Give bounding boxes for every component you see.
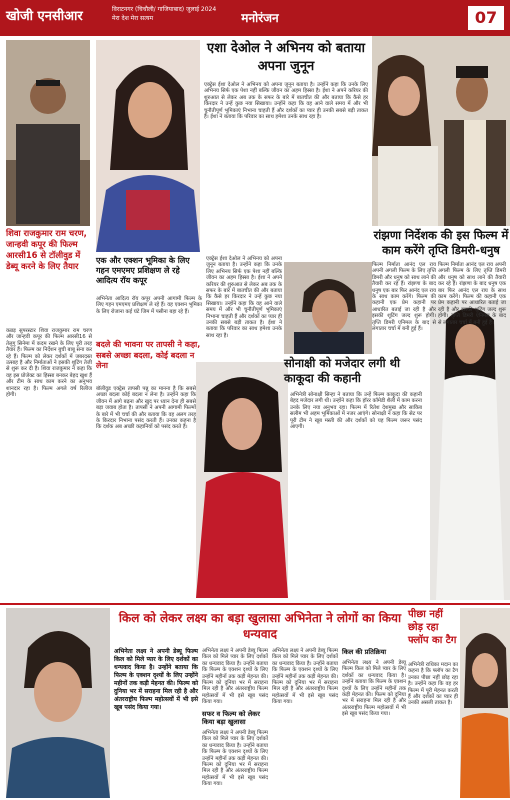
issue-date: विराटनगर (चिचौली/ गाजियाबाद) जुलाई 2024	[112, 6, 217, 13]
esha-continued-body: एक्ट्रेस ईशा देओल ने अभिनय को अपना जुनून बताया है। उन्होंने कहा कि उनके लिए अभिनय सिर्फ एक पेशा नहीं बल्कि जीवन का अहम हिस्सा है। ईशा ने अपने करियर की शुरुआत से लेकर अब तक के सफर के बारे में बातचीत की और बताया कि कैसे हर किरदार ने उन्हें कुछ नया सिखाया। उन्होंने कहा कि वह आने वाले समय में और भी चुनौतीपूर्ण भूमिकाएं निभाना चाहती हैं और दर्शकों का प्यार ही उनकी सबसे बड़ी ताकत है। ईशा ने बताया कि परिवार का साथ हमेशा उनके साथ रहा है।	[206, 256, 282, 339]
page-number: 07	[468, 6, 504, 30]
sonakshi-headline: सोनाक्षी को मजेदार लगी थी काकूदा की कहानी	[284, 356, 400, 385]
aditya-headline: एक और एक्शन भूमिका के लिए गहन एमएमए प्रशिक्षण ले रहे आदित्य रॉय कपूर	[96, 256, 190, 285]
kill-subhead-1: सफर व फिल्म को लेकर किया बड़ा खुलासा	[202, 710, 260, 727]
flop-headline: पीछा नहीं छोड़ रहा फ्लॉप का टैग	[408, 609, 457, 646]
esha-photo	[96, 40, 200, 252]
esha-headline: एशा देओल ने अभिनय को बताया अपना जुनून	[207, 41, 365, 74]
lakshya-photo	[6, 608, 110, 798]
kill-body-4: अभिनेता लक्ष्य ने अपनी डेब्यू फिल्म किल को मिले प्यार के लिए दर्शकों का धन्यवाद किया है। उन्होंने बताया कि फिल्म के एक्शन दृश्यों के लिए उन्होंने महीनों तक कड़ी मेहनत की। फिल्म को दुनिया भर में सराहना मिल रही है और अंतरराष्ट्रीय फिल्म महोत्सवों में भी इसे खूब पसंद किया गया।	[342, 660, 406, 718]
aditya-photo	[284, 262, 372, 354]
sonakshi-body: अभिनेत्री सोनाक्षी सिन्हा ने बताया कि उन्हें फिल्म काकूदा की कहानी बेहद मजेदार लगी थी। उन्होंने कहा कि हॉरर कॉमेडी शैली में काम करना उनके लिए नया अनुभव रहा। फिल्म में रितेश देशमुख और साकिब सलीम भी अहम भूमिकाओं में नजर आएंगे। सोनाक्षी ने कहा कि सेट पर पूरी टीम ने खूब मस्ती की और दर्शकों को यह फिल्म जरूर पसंद आएगी।	[290, 392, 422, 431]
issue-tagline: मेरा देश मेरा सत्यम	[112, 15, 154, 22]
dhanush-body: फिल्म निर्माता आनंद एल राय अपनी अगली फिल्म के लिए तृप्ति डिमरी और धनुष को साथ लाने की तैयारी कर रहे हैं। रांझणा के बाद धनुष एक बार फिर आनंद एल राय के साथ काम करेंगे। फिल्म की कहानी एक प्रेम कहानी पर आधारित बताई जा रही है और इसकी शूटिंग जल्द शुरू होगी। तृप्ति डिमरी एनिमल के बाद से लगातार चर्चा में बनी हुई हैं।	[372, 262, 436, 333]
section-title: मनोरंजन	[241, 11, 279, 25]
dhanush-headline: रांझणा निर्देशक की इस फिल्म में काम करेंगे तृप्ति डिमरी-धनुष	[373, 228, 509, 257]
flop-body: अभिनेत्री राधिका मदान का कहना है कि फ्लॉप का टैग उनका पीछा नहीं छोड़ रहा है। उन्होंने कहा कि वह हर फिल्म में पूरी मेहनत करती हैं और दर्शकों का प्यार ही उनकी असली ताकत है।	[408, 662, 458, 707]
shiva-body: कन्नड़ सुपरस्टार शिवा राजकुमार राम चरण और जान्हवी कपूर की फिल्म आरसी16 से तेलुगु सिनेमा में कदम रखने के लिए पूरी तरह तैयार हैं। फिल्म का निर्देशन बुची बाबू सना कर रहे हैं। फिल्म को लेकर दर्शकों में जबरदस्त उत्साह है और निर्माताओं ने इसकी शूटिंग तेजी से शुरू कर दी है। शिवा राजकुमार ने कहा कि वह इस प्रोजेक्ट का हिस्सा बनकर बेहद खुश हैं और टीम के साथ काम करने का अनुभव शानदार रहा है। फिल्म अगले वर्ष रिलीज होगी।	[6, 328, 92, 399]
esha-body: एक्ट्रेस ईशा देओल ने अभिनय को अपना जुनून बताया है। उन्होंने कहा कि उनके लिए अभिनय सिर्फ एक पेशा नहीं बल्कि जीवन का अहम हिस्सा है। ईशा ने अपने करियर की शुरुआत से लेकर अब तक के सफर के बारे में बातचीत की और बताया कि कैसे हर किरदार ने उन्हें कुछ नया सिखाया। उन्होंने कहा कि वह आने वाले समय में और भी चुनौतीपूर्ण भूमिकाएं निभाना चाहती हैं और दर्शकों का प्यार ही उनकी सबसे बड़ी ताकत है। ईशा ने बताया कि परिवार का साथ हमेशा उनके साथ रहा है।	[204, 82, 368, 121]
taapsee-body: बॉलीवुड एक्ट्रेस तापसी पन्नू का मानना है कि सबसे अच्छा बदला कोई बदला न लेना है। उन्होंने कहा कि जीवन में आगे बढ़ना और खुद पर ध्यान देना ही सबसे बड़ा जवाब होता है। तापसी ने अपनी आगामी फिल्मों के बारे में भी चर्चा की और बताया कि वह अलग तरह के किरदार निभाना पसंद करती हैं। उनका कहना है कि दर्शक अब अच्छी कहानियों को पसंद करते हैं।	[96, 386, 196, 431]
shiva-photo	[6, 40, 90, 226]
dhanush-body-2: फिल्म निर्माता आनंद एल राय अपनी अगली फिल्म के लिए तृप्ति डिमरी और धनुष को साथ लाने की तैयारी कर रहे हैं। रांझणा के बाद धनुष एक बार फिर आनंद एल राय के साथ काम करेंगे। फिल्म की कहानी एक प्रेम कहानी पर आधारित बताई जा रही है और इसकी शूटिंग जल्द शुरू होगी। तृप्ति डिमरी एनिमल के बाद से लगातार चर्चा में बनी हुई हैं।	[438, 262, 506, 326]
kill-body-1: अभिनेता लक्ष्य ने अपनी डेब्यू फिल्म किल को मिले प्यार के लिए दर्शकों का धन्यवाद किया है। उन्होंने बताया कि फिल्म के एक्शन दृश्यों के लिए उन्होंने महीनों तक कड़ी मेहनत की। फिल्म को दुनिया भर में सराहना मिल रही है और अंतरराष्ट्रीय फिल्म महोत्सवों में भी इसे खूब पसंद किया गया।	[202, 648, 268, 706]
taapsee-headline: बदले की भावना पर तापसी ने कहा, सबसे अच्छा बदला, कोई बदला न लेना	[96, 340, 201, 370]
kill-subhead-2: किल की प्रतिक्रिया	[342, 648, 387, 656]
kill-lead: अभिनेता लक्ष्य ने अपनी डेब्यू फिल्म किल को मिले प्यार के लिए दर्शकों का धन्यवाद किया है। उन्होंने बताया कि फिल्म के एक्शन दृश्यों के लिए उन्होंने महीनों तक कड़ी मेहनत की। फिल्म को दुनिया भर में सराहना मिल रही है और अंतरराष्ट्रीय फिल्म महोत्सवों में भी इसे खूब पसंद किया गया।	[114, 648, 198, 711]
shiva-headline: शिवा राजकुमार राम चरण, जान्हवी कपूर की फिल्म आरसी16 से टॉलीवुड में डेब्यू करने के लिए तैयार	[6, 228, 87, 271]
sonakshi-photo	[430, 300, 510, 600]
brand-name: खोजी एनसीआर	[6, 9, 83, 24]
kill-body-3: अभिनेता लक्ष्य ने अपनी डेब्यू फिल्म किल को मिले प्यार के लिए दर्शकों का धन्यवाद किया है। उन्होंने बताया कि फिल्म के एक्शन दृश्यों के लिए उन्होंने महीनों तक कड़ी मेहनत की। फिल्म को दुनिया भर में सराहना मिल रही है और अंतरराष्ट्रीय फिल्म महोत्सवों में भी इसे खूब पसंद किया गया।	[272, 648, 338, 706]
aditya-body: अभिनेता आदित्य रॉय कपूर अपनी आगामी फिल्म के लिए गहन एमएमए प्रशिक्षण ले रहे हैं। वह एक्शन भूमिका के लिए रोजाना कई घंटे जिम में पसीना बहा रहे हैं।	[96, 296, 202, 315]
radhika-photo	[460, 608, 510, 798]
kill-headline: किल को लेकर लक्ष्य का बड़ा खुलासा अभिनेता ने लोगों का किया धन्यवाद	[118, 611, 402, 641]
taapsee-photo	[196, 362, 288, 598]
dhanush-tripti-photo	[372, 36, 510, 226]
kill-body-2: अभिनेता लक्ष्य ने अपनी डेब्यू फिल्म किल को मिले प्यार के लिए दर्शकों का धन्यवाद किया है। उन्होंने बताया कि फिल्म के एक्शन दृश्यों के लिए उन्होंने महीनों तक कड़ी मेहनत की। फिल्म को दुनिया भर में सराहना मिल रही है और अंतरराष्ट्रीय फिल्म महोत्सवों में भी इसे खूब पसंद किया गया।	[202, 730, 268, 788]
